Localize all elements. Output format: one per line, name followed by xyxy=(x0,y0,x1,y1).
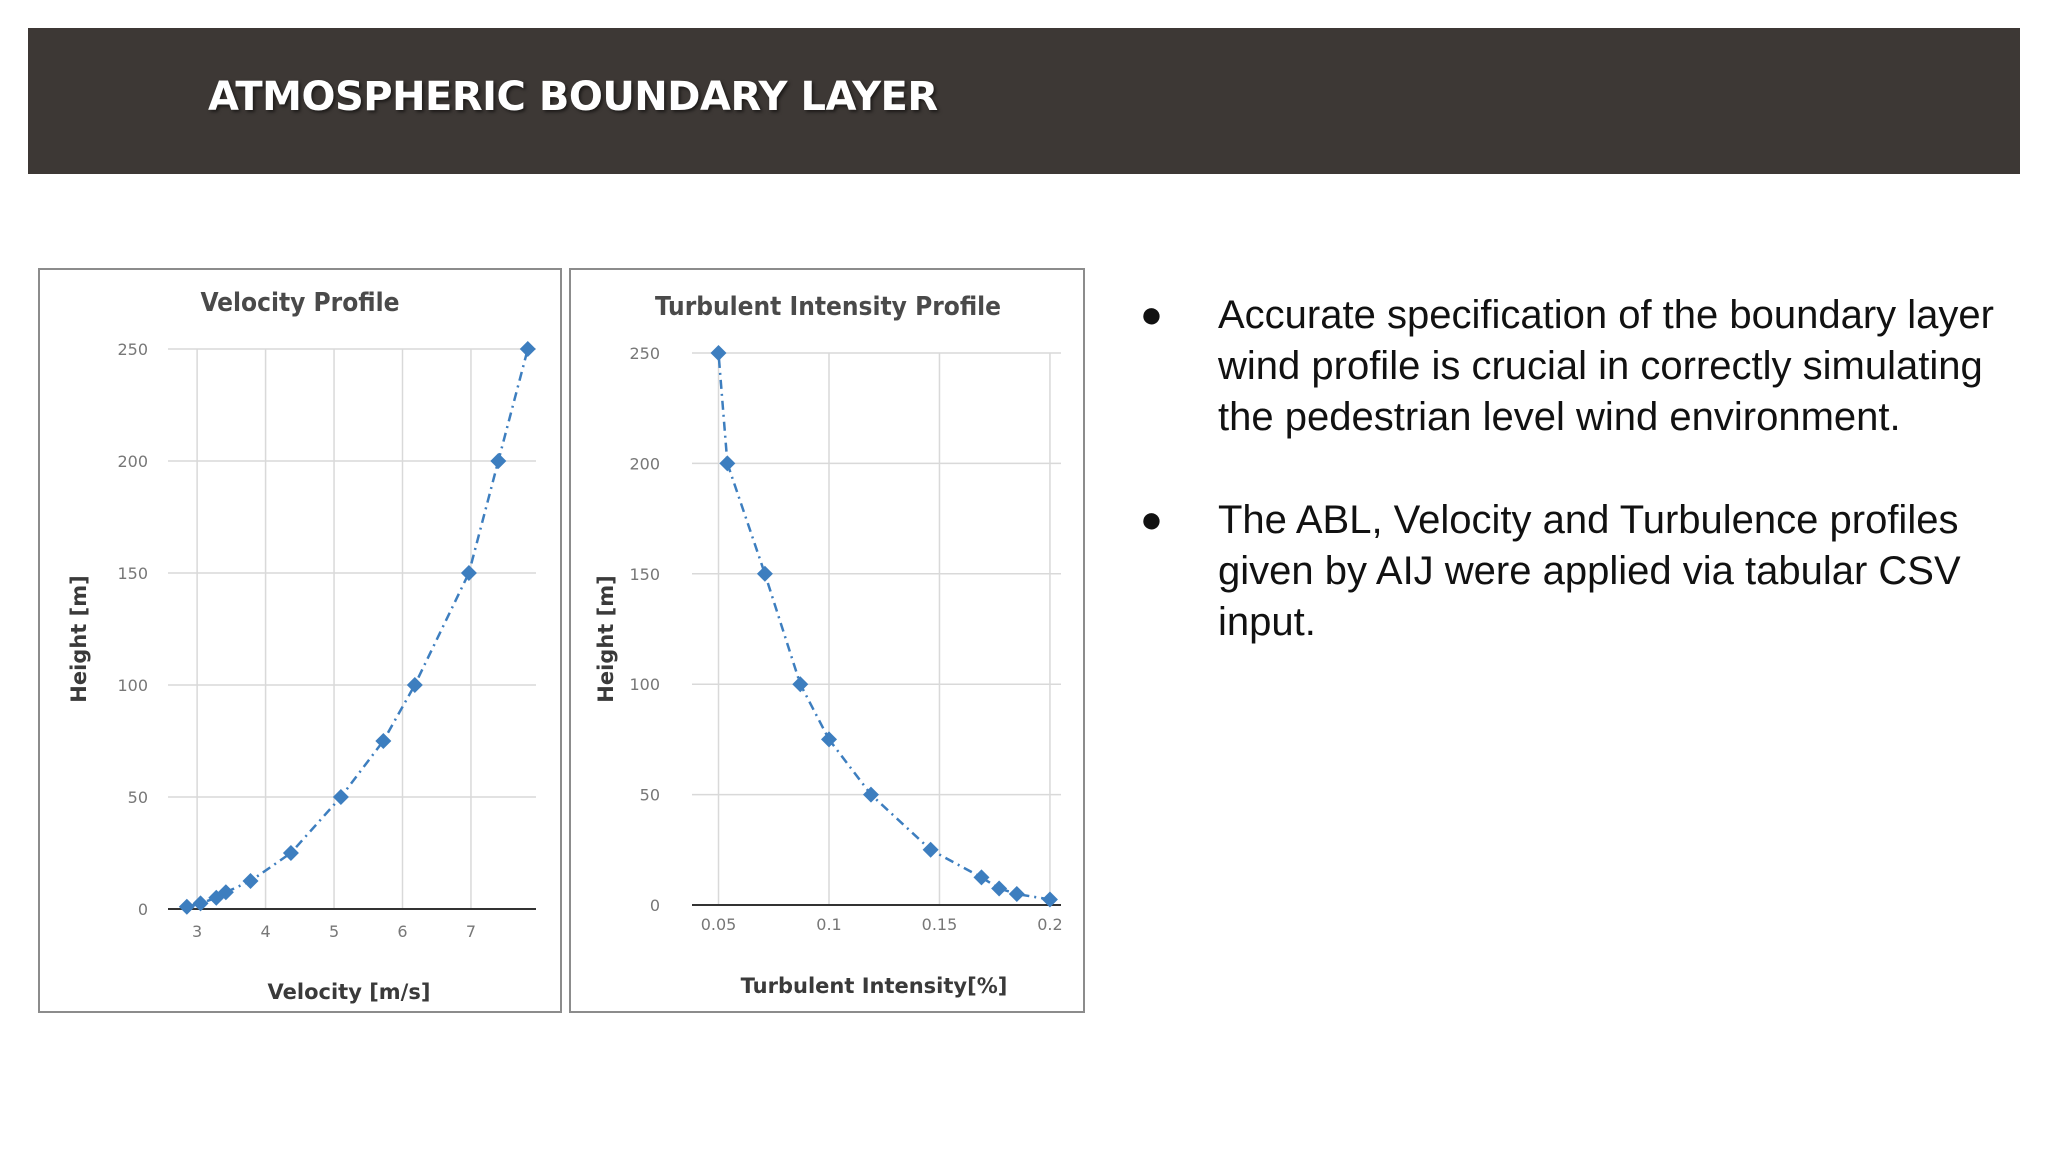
y-tick-label: 0 xyxy=(649,896,660,915)
data-point-marker xyxy=(719,455,735,471)
chart-title: Velocity Profile xyxy=(200,288,400,318)
x-tick-label: 0.15 xyxy=(921,915,958,934)
x-axis-label: Turbulent Intensity[%] xyxy=(740,974,1008,998)
bullet-list xyxy=(1140,290,2000,700)
bullet-text: The ABL, Velocity and Turbulence profiles given by AIJ were applied via tabular CSV input. xyxy=(1218,498,1961,644)
x-tick-label: 0.05 xyxy=(700,915,737,934)
data-point-marker xyxy=(711,345,727,361)
x-tick-label: 0.2 xyxy=(1037,915,1063,934)
data-point-marker xyxy=(179,899,195,915)
chart-title: Turbulent Intensity Profile xyxy=(654,292,1002,322)
data-point-marker xyxy=(490,453,506,469)
bullet-item xyxy=(1140,495,2000,648)
x-tick-label: 4 xyxy=(260,922,271,941)
velocity-profile-chart xyxy=(40,270,564,1015)
y-tick-label: 200 xyxy=(117,452,148,471)
bullet-text: Accurate specification of the boundary layer wind profile is crucial in correctly simulating the pedestrian level wind environment. xyxy=(1218,293,1994,439)
turbulence-chart-frame xyxy=(569,268,1085,1013)
y-tick-label: 50 xyxy=(127,788,148,807)
data-point-marker xyxy=(923,842,939,858)
y-tick-label: 250 xyxy=(629,344,660,363)
slide-title: ATMOSPHERIC BOUNDARY LAYER xyxy=(208,74,938,120)
data-point-marker xyxy=(1009,886,1025,902)
data-point-marker xyxy=(792,676,808,692)
bullet-item xyxy=(1140,290,2000,443)
x-tick-label: 0.1 xyxy=(816,915,842,934)
series-line xyxy=(187,349,528,907)
data-point-marker xyxy=(407,677,423,693)
x-tick-label: 7 xyxy=(465,922,477,941)
data-point-marker xyxy=(757,566,773,582)
y-tick-label: 250 xyxy=(117,340,148,359)
bullet-dot: ● xyxy=(1140,499,1163,541)
y-axis-label: Height [m] xyxy=(594,575,618,703)
bullet-dot: ● xyxy=(1140,294,1163,336)
y-tick-label: 100 xyxy=(117,676,148,695)
y-tick-label: 50 xyxy=(639,785,660,805)
y-tick-label: 100 xyxy=(629,675,660,695)
data-point-marker xyxy=(243,873,259,889)
velocity-chart-frame xyxy=(38,268,562,1013)
y-tick-label: 150 xyxy=(629,564,660,584)
x-tick-label: 3 xyxy=(192,922,203,941)
series-line xyxy=(719,353,1051,900)
y-tick-label: 0 xyxy=(137,900,148,919)
y-axis-label: Height [m] xyxy=(67,575,91,703)
data-point-marker xyxy=(520,341,536,357)
data-point-marker xyxy=(461,565,477,581)
data-point-marker xyxy=(973,869,989,885)
x-axis-label: Velocity [m/s] xyxy=(267,980,431,1004)
x-tick-label: 5 xyxy=(328,922,340,941)
y-tick-label: 150 xyxy=(117,564,148,583)
x-tick-label: 6 xyxy=(397,922,408,941)
data-point-marker xyxy=(991,880,1007,896)
data-point-marker xyxy=(333,789,349,805)
turbulent-intensity-profile-chart xyxy=(571,270,1087,1015)
y-tick-label: 200 xyxy=(629,454,660,474)
